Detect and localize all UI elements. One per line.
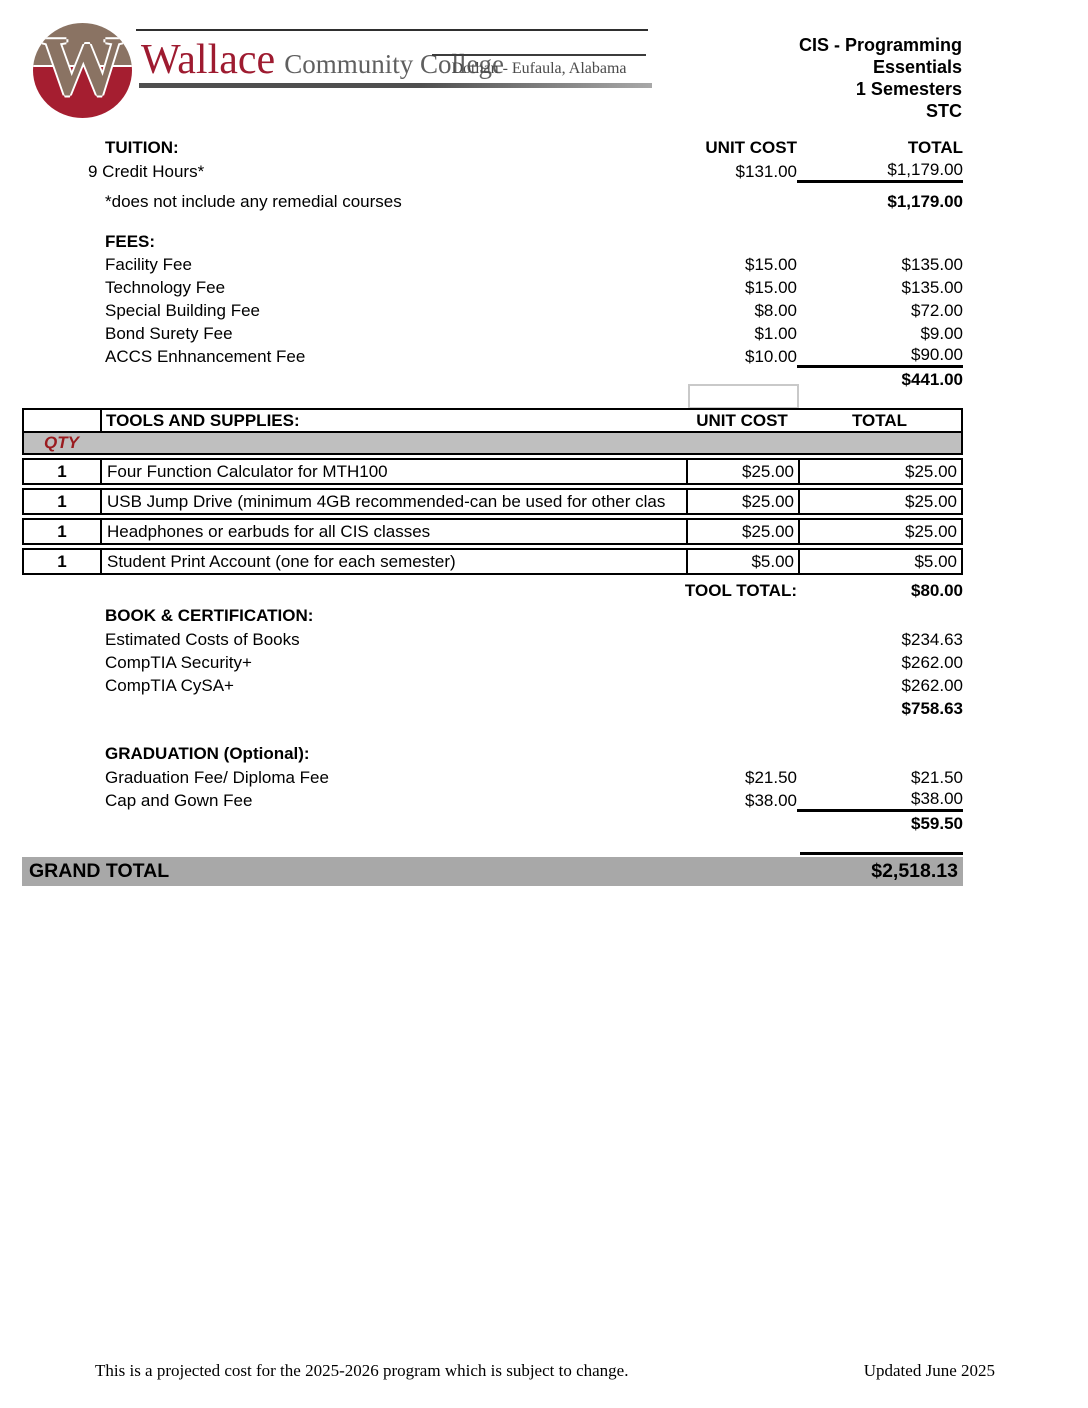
tool-total: $25.00 (798, 488, 963, 515)
grand-total-label: GRAND TOTAL (29, 860, 170, 882)
tool-description: Student Print Account (one for each semester) (100, 548, 688, 575)
books-heading: BOOK & CERTIFICATION: (105, 606, 314, 625)
program-title-line2: Essentials (872, 57, 962, 77)
grand-total-rule (800, 852, 963, 855)
tool-row (22, 518, 963, 545)
tools-total-column-header: TOTAL (851, 410, 908, 430)
book-label: CompTIA CySA+ (105, 675, 234, 695)
fee-unit-cost: $10.00 (745, 346, 797, 366)
tools-qty-header-cell (24, 410, 102, 431)
program-semesters: 1 Semesters (855, 79, 962, 99)
tool-row (22, 488, 963, 515)
fees-heading: FEES: (105, 231, 156, 251)
graduation-unit-cost: $21.50 (745, 767, 797, 787)
tools-heading: TOOLS AND SUPPLIES: (106, 410, 300, 430)
graduation-label: Graduation Fee/ Diploma Fee (105, 767, 329, 787)
qty-band (22, 433, 963, 455)
fee-label: Technology Fee (105, 277, 226, 297)
fee-row (22, 299, 963, 322)
fee-label: Bond Surety Fee (105, 323, 233, 343)
graduation-heading: GRADUATION (Optional): (105, 744, 310, 763)
fee-total: $9.00 (920, 323, 963, 343)
unit-cost-column-header: UNIT COST (705, 138, 797, 157)
college-name-secondary: Community College (284, 49, 504, 79)
tools-unit-cost-column-header: UNIT COST (696, 410, 788, 430)
tool-total: $25.00 (798, 458, 963, 485)
graduation-unit-cost: $38.00 (745, 790, 797, 810)
graduation-label: Cap and Gown Fee (105, 790, 253, 810)
tool-unit-cost: $25.00 (686, 458, 800, 485)
total-column-header: TOTAL (907, 138, 963, 157)
fee-total: $135.00 (901, 254, 963, 274)
tool-description: Four Function Calculator for MTH100 (100, 458, 688, 485)
fee-label: Facility Fee (105, 254, 192, 274)
fee-unit-cost: $15.00 (745, 254, 797, 274)
book-total: $234.63 (901, 629, 963, 649)
program-award-type: STC (926, 101, 962, 121)
graduation-row (22, 789, 963, 812)
book-label: Estimated Costs of Books (105, 629, 300, 649)
fee-total: $72.00 (911, 300, 963, 320)
tuition-row-unit-cost: $131.00 (735, 161, 797, 181)
book-total: $262.00 (901, 652, 963, 672)
fee-row (22, 322, 963, 345)
tool-qty: 1 (22, 518, 102, 545)
tool-unit-cost: $25.00 (686, 518, 800, 545)
fees-subtotal: $441.00 (901, 369, 963, 389)
fee-unit-cost: $1.00 (754, 323, 797, 343)
tool-unit-cost: $25.00 (686, 488, 800, 515)
fee-row (22, 253, 963, 276)
tuition-section (22, 136, 963, 213)
header-bottom-rule (139, 83, 652, 88)
tuition-note: *does not include any remedial courses (105, 191, 402, 211)
book-row (22, 651, 963, 674)
books-subtotal: $758.63 (901, 698, 963, 718)
book-row (22, 674, 963, 697)
college-location: Dothan - Eufaula, Alabama (432, 54, 646, 78)
tool-total: $5.00 (798, 548, 963, 575)
fee-total: $90.00 (797, 345, 963, 368)
tuition-heading: TUITION: (105, 138, 179, 157)
tool-total-row (22, 579, 963, 603)
book-label: CompTIA Security+ (105, 652, 252, 672)
book-total: $262.00 (901, 675, 963, 695)
tool-qty: 1 (22, 548, 102, 575)
tool-total-label: TOOL TOTAL: (684, 581, 797, 600)
tool-row (22, 458, 963, 485)
graduation-section (22, 742, 963, 835)
tools-table-header-row (22, 408, 963, 433)
fee-row (22, 276, 963, 299)
graduation-total: $38.00 (797, 789, 963, 812)
header-top-rule (136, 29, 648, 31)
tool-qty: 1 (22, 458, 102, 485)
qty-label: QTY (44, 433, 79, 452)
fee-unit-cost: $15.00 (745, 277, 797, 297)
tool-qty: 1 (22, 488, 102, 515)
graduation-total: $21.50 (911, 767, 963, 787)
tool-total: $25.00 (798, 518, 963, 545)
college-logo (33, 23, 132, 118)
fee-label: Special Building Fee (105, 300, 260, 320)
book-certification-section (22, 604, 963, 720)
grand-total-value: $2,518.13 (871, 860, 958, 882)
tools-and-supplies-table (22, 408, 963, 603)
stray-cell-outline (688, 384, 799, 409)
tuition-subtotal: $1,179.00 (887, 191, 963, 211)
fee-label: ACCS Enhnancement Fee (105, 346, 306, 366)
college-name-primary: Wallace (141, 37, 276, 83)
fee-unit-cost: $8.00 (754, 300, 797, 320)
tool-unit-cost: $5.00 (686, 548, 800, 575)
program-title-block (660, 34, 962, 122)
graduation-subtotal: $59.50 (911, 813, 963, 833)
fee-total: $135.00 (901, 277, 963, 297)
fees-section (22, 230, 963, 391)
logo-w-monogram-icon: W (40, 23, 125, 113)
grand-total-bar (22, 857, 963, 886)
graduation-row (22, 766, 963, 789)
tuition-row-label: 9 Credit Hours* (88, 161, 205, 181)
program-title-line1: CIS - Programming (798, 35, 962, 55)
book-row (22, 628, 963, 651)
tool-description: USB Jump Drive (minimum 4GB recommended-can be used for other clas (100, 488, 688, 515)
footer-updated-date: Updated June 2025 (863, 1361, 995, 1380)
tool-row (22, 548, 963, 575)
tuition-row-total: $1,179.00 (797, 160, 963, 183)
fee-row (22, 345, 963, 368)
tool-description: Headphones or earbuds for all CIS classes (100, 518, 688, 545)
tool-total-value: $80.00 (911, 581, 963, 600)
footer-disclaimer: This is a projected cost for the 2025-2026 program which is subject to change. (95, 1361, 629, 1380)
